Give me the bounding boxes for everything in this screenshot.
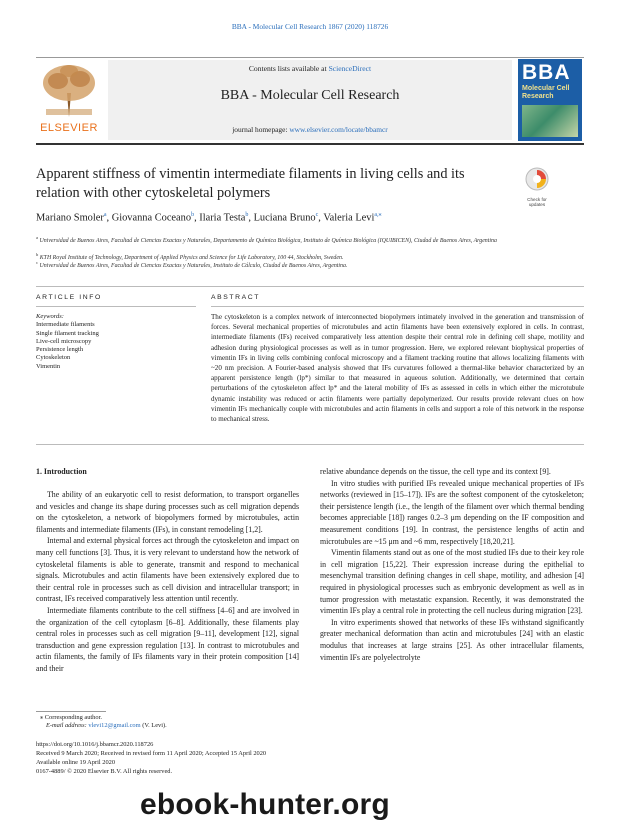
affiliation-text: Universidad de Buenos Aires, Facultad de Ciencias Exactas y Naturales, Instituto de Cálculo, Ciudad de Buenos Aires, Argentina. <box>39 262 348 269</box>
cover-subtitle: Molecular Cell Research <box>522 85 570 100</box>
author-affil-sup: b <box>245 212 249 218</box>
keyword: Persistence length <box>36 346 84 354</box>
elsevier-wordmark: ELSEVIER <box>40 122 98 134</box>
cover-title: BBA <box>522 61 571 84</box>
author-name[interactable]: Valeria Levi <box>323 212 375 224</box>
affiliation-sup: b <box>36 252 39 257</box>
journal-reference[interactable]: BBA - Molecular Cell Research 1867 (2020) 118726 <box>231 22 389 31</box>
header-rule-bottom <box>36 143 584 145</box>
keyword: Cytoskeleton <box>36 354 71 362</box>
abstract-bottom-rule <box>36 444 584 445</box>
homepage-line <box>108 125 512 134</box>
keyword: Intermediate filaments <box>36 321 95 329</box>
sciencedirect-link[interactable]: ScienceDirect <box>328 64 372 73</box>
author-name[interactable]: Luciana Bruno <box>253 212 316 224</box>
affiliation-text: Universidad de Buenos Aires, Facultad de Ciencias Exactas y Naturales, Departamento de Química Biológica, Instituto de Química Biológica (IQUIBICEN), Ciudad de Buenos Aires, Argentina <box>39 237 497 244</box>
email-prefix: E-mail address: <box>46 722 89 729</box>
keyword: Vimentin <box>36 362 61 370</box>
check-for-updates-badge[interactable] <box>520 166 554 206</box>
author-affil-sup: a,⁎ <box>374 212 382 218</box>
available-online: Available online 19 April 2020 <box>36 759 116 766</box>
doi-link[interactable]: https://doi.org/10.1016/j.bbamcr.2020.118726 <box>36 741 154 748</box>
article-info-heading: ARTICLE INFO <box>36 294 102 301</box>
received-dates: Received 9 March 2020; Received in revised form 11 April 2020; Accepted 15 April 2020 <box>36 750 267 757</box>
body-paragraph: Intermediate filaments contribute to the cell stiffness [4–6] and are involved in the organization of the cell cytoplasm [6–8]. Additionally, these filaments play central roles in processes such as cell migration [9–11], development [12], signal transduction and gene expression regulation [13]. In contrast to microtubules and actin filaments, the family of IFs filaments vary in their protein composition [14] and their <box>36 605 299 673</box>
author-list: Mariano Smoler$^a$, Giovanna Coceano$^b$, Ilaria Testa$^b$, Luciana Bruno$^c$, Valeria Levi$^{a,⁎}$ <box>36 212 382 224</box>
check-updates-label-1: Check for <box>527 197 547 202</box>
affiliation <box>36 259 584 271</box>
watermark: ebook-hunter.org <box>140 788 390 821</box>
body-paragraph: In vitro studies with purified IFs revealed unique mechanical properties of IFs networks (reviewed in [15–17]). IFs are the softest component of the cytoskeleton; their persistence length (i.e., the length of the filament over which thermal bending becomes appreciable [18]) ranges 0.2–3 μm depending on the IF composition and measurement conditions [19]. In contrast, the persistence lengths of actin and microtubules are ~15 μm and ~6 mm, respectively [18,20,21]. <box>320 478 584 546</box>
body-paragraph: relative abundance depends on the tissue, the cell type and its context [9]. <box>320 467 551 476</box>
affiliation-sup: a <box>36 235 38 240</box>
abstract-text: The cytoskeleton is a complex network of interconnected biopolymers intimately involved in the generation and transmission of forces. Several mechanical properties of microtubules and actin filaments have been extensively explored in cells. In contrast, intermediate filaments (IFs) received comparatively less attention despite their central role in defining cell shape, motility and adhesion during physiological processes as well as in tumor progression. Here, we explored relevant biophysical properties of vimentin IFs in living cells combining confocal microscopy and a filament tracking routine that allows localizing filaments with ~20 nm precision. A Fourier-based analysis showed that IFs curvatures followed a thermal-like behavior characterized by an apparent persistence length (lp*) similar to that measured in aqueous solution. Additionally, we determined that certain perturbations of the cytoskeleton affect lp* and the lateral mobility of IFs as assessed in cells in which either the microtubule dynamic instability was reduced or actin filaments were partially depolymerized. Our results provide relevant clues on how vimentin IFs mechanically couple with microtubules and actin filaments in cells and support a role of this network in the response to mechanical stress. <box>211 313 584 424</box>
email-line <box>46 722 346 731</box>
keyword: Live-cell microscopy <box>36 337 92 345</box>
section-rule <box>36 286 584 287</box>
author-name[interactable]: Ilaria Testa <box>199 212 246 224</box>
journal-cover[interactable] <box>518 59 582 141</box>
affiliation-sup: c <box>36 260 38 265</box>
abstract-rule <box>211 306 584 307</box>
journal-name: BBA - Molecular Cell Research <box>220 88 400 103</box>
check-updates-label-2: updates <box>528 202 546 207</box>
author-affil-sup: b <box>191 212 195 218</box>
author-name[interactable]: Mariano Smoler <box>36 212 104 224</box>
body-paragraph: In vitro experiments showed that networks of these IFs withstand significantly greater mechanical deformation than actin and microtubules [24] with an elastic modulus that increases at large strains [25]. As other intracellular filaments, vimentin IFs are polyelectrolyte <box>320 617 584 662</box>
homepage-link[interactable]: www.elsevier.com/locate/bbamcr <box>289 125 388 134</box>
cover-image <box>522 105 578 137</box>
email-link[interactable]: vlevi12@gmail.com <box>88 722 141 729</box>
article-info-rule <box>36 306 196 307</box>
body-paragraph: Internal and external physical forces act through the cytoskeleton and impact on many cell functions [3]. Thus, it is very relevant to understand how the network of cytoskeletal filaments is able to generate, transmit and respond to mechanical signals. Microtubules and actin filaments have been extensively explored due to their central role in processes such as cell division and intracellular transport; in contrast, IFs received comparatively less attention until recently. <box>36 536 299 604</box>
author-affil-sup: c <box>315 212 319 218</box>
author-affil-sup: a <box>103 212 107 218</box>
abstract-heading: ABSTRACT <box>211 294 261 301</box>
copyright: 0167-4889/ © 2020 Elsevier B.V. All rights reserved. <box>36 768 173 775</box>
affiliation-text: KTH Royal Institute of Technology, Department of Applied Physics and Science for Life Laboratory, 100 44, Stockholm, Sweden. <box>39 254 344 261</box>
footnote-rule <box>36 711 106 712</box>
keywords-heading: Keywords: <box>36 313 64 320</box>
contents-prefix: Contents lists available at <box>248 64 329 73</box>
body-column-left <box>36 489 299 675</box>
check-updates-icon <box>520 166 554 192</box>
homepage-prefix: journal homepage: <box>232 125 290 134</box>
section-heading-introduction: 1. Introduction <box>36 467 87 476</box>
affiliation <box>36 234 584 246</box>
keyword: Single filament tracking <box>36 329 99 337</box>
contents-line <box>108 64 512 73</box>
body-column-right <box>320 466 584 663</box>
body-paragraph: Vimentin filaments stand out as one of the most studied IFs due to their key role in cell migration [15,22]. Their expression increase during the epithelial to mesenchymal transition defining changes in cell shape, motility, and adhesion [4] required in physiological processes such as embryonic development as well as in tumor progression with metastatic expansion. Recently, it was demonstrated the vimentin IFs play a central role in protecting the cell nucleus during migration [23]. <box>320 548 584 616</box>
corresponding-author-note: ⁎ Corresponding author. <box>40 714 102 721</box>
keywords-block <box>36 313 196 371</box>
email-suffix: (V. Levi). <box>140 722 167 729</box>
article-title: Apparent stiffness of vimentin intermediate filaments in living cells and its relation with other cytoskeletal polymers <box>36 166 465 201</box>
header-rule-top <box>36 57 584 58</box>
author-name[interactable]: Giovanna Coceano <box>111 212 192 224</box>
body-paragraph: The ability of an eukaryotic cell to resist deformation, to transport organelles and vesicles and change its shape during processes such as cell migration depends on the cytoskeleton, a network of biopolymers formed by microtubules, actin filaments and intermediate filaments (IFs), in constant remodeling [1,2]. <box>36 490 299 534</box>
